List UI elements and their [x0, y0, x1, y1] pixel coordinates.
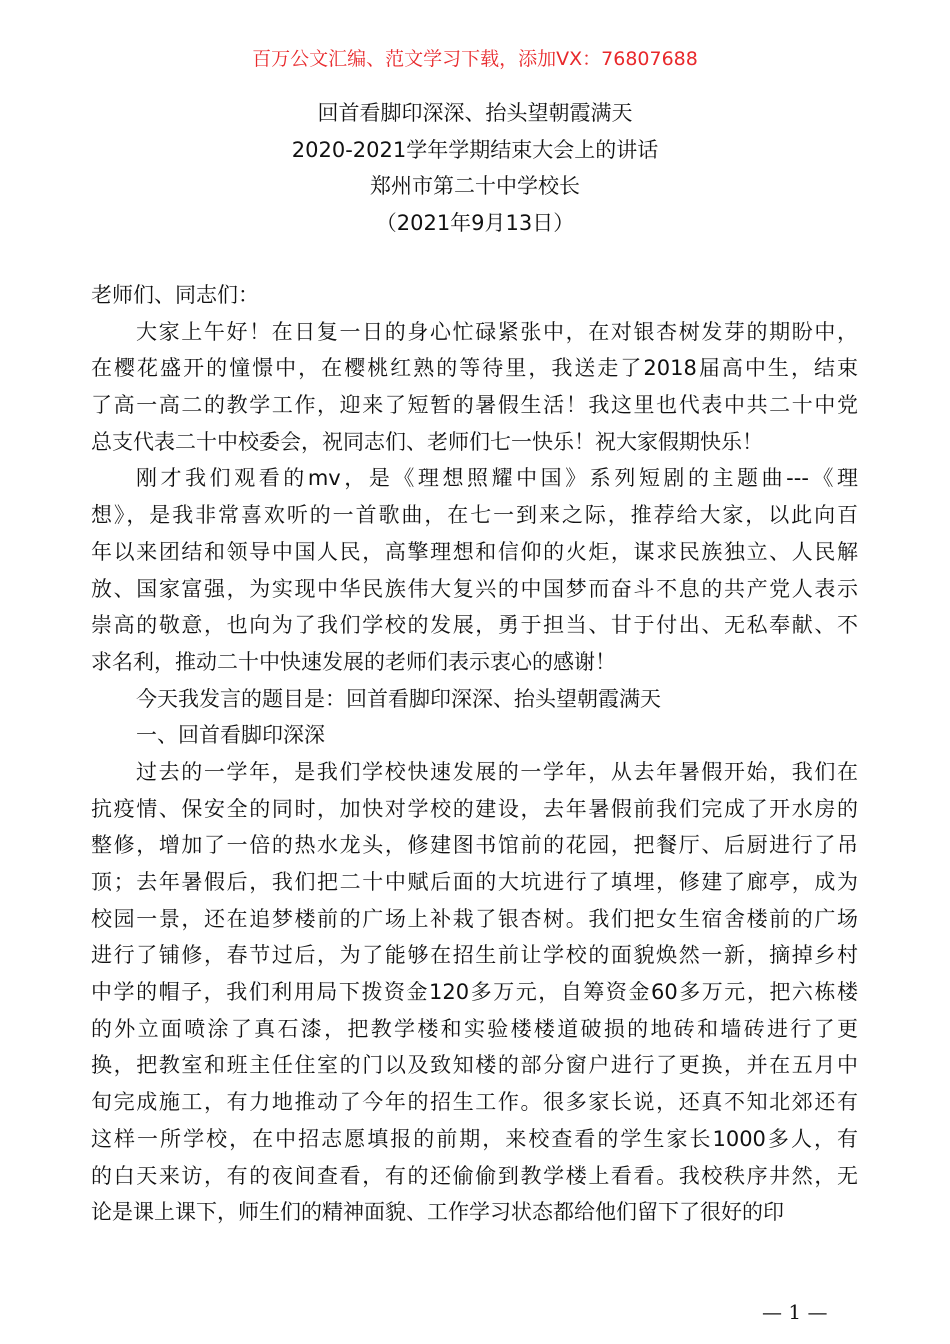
paragraph-line: 过去的一学年，是我们学校快速发展的一学年，从去年暑假开始，我们在 [136, 759, 858, 784]
paragraph-line: 的外立面喷涂了真石漆，把教学楼和实验楼楼道破损的地砖和墙砖进行了更 [91, 1016, 858, 1041]
paragraph-line: 论是课上课下，师生们的精神面貌、工作学习状态都给他们留下了很好的印 [91, 1200, 784, 1225]
greeting: 老师们、同志们： [91, 283, 259, 307]
paragraph-line: 总支代表二十中校委会，祝同志们、老师们七一快乐！祝大家假期快乐！ [91, 429, 763, 454]
paragraph-line: 换，把教室和班主任住室的门以及致知楼的部分窗户进行了更换，并在五月中 [91, 1053, 858, 1078]
paragraph-line: 抗疫情、保安全的同时，加快对学校的建设，去年暑假前我们完成了开水房的 [91, 796, 858, 821]
paragraph-line: 崇高的敬意，也向为了我们学校的发展，勇于担当、甘于付出、无私奉献、不 [91, 613, 858, 638]
paragraph-line: 刚才我们观看的mv，是《理想照耀中国》系列短剧的主题曲---《理 [136, 466, 858, 491]
paragraph-line: 中学的帽子，我们利用局下拨资金120多万元，自筹资金60多万元，把六栋楼 [91, 980, 858, 1005]
paragraph-line: 今天我发言的题目是：回首看脚印深深、抬头望朝霞满天 [136, 686, 661, 711]
paragraph-line: 的白天来访，有的夜间查看，有的还偷偷到教学楼上看看。我校秩序井然，无 [91, 1163, 858, 1188]
speech-date: （2021年9月13日） [375, 210, 575, 235]
speaker: 郑州市第二十中学校长 [370, 174, 580, 198]
paragraph-line: 了高一高二的教学工作，迎来了短暂的暑假生活！我这里也代表中共二十中党 [91, 393, 858, 418]
paragraph-line: 在樱花盛开的憧憬中，在樱桃红熟的等待里，我送走了2018届高中生，结束 [91, 356, 858, 381]
paragraph-line: 旬完成施工，有力地推动了今年的招生工作。很多家长说，还真不知北郊还有 [91, 1090, 858, 1115]
paragraph-line: 想》，是我非常喜欢听的一首歌曲，在七一到来之际，推荐给大家，以此向百 [91, 503, 858, 528]
paragraph-line: 这样一所学校，在中招志愿填报的前期，来校查看的学生家长1000多人，有 [91, 1126, 858, 1151]
paragraph-line: 年以来团结和领导中国人民，高擎理想和信仰的火炬，谋求民族独立、人民解 [91, 539, 858, 564]
speech-title: 回首看脚印深深、抬头望朝霞满天 [317, 101, 633, 125]
speech-occasion: 2020-2021学年学期结束大会上的讲话 [291, 137, 659, 162]
paragraph-line: 进行了铺修，春节过后，为了能够在招生前让学校的面貌焕然一新，摘掉乡村 [91, 943, 858, 968]
document-title-block [0, 95, 950, 241]
paragraph-line: 顶；去年暑假后，我们把二十中赋后面的大坑进行了填埋，修建了廊亭，成为 [91, 870, 858, 894]
document-body [91, 277, 858, 1231]
watermark-header: 百万公文汇编、范文学习下载，添加VX：76807688 [252, 48, 698, 70]
paragraph-line: 校园一景，还在追梦楼前的广场上补栽了银杏树。我们把女生宿舍楼前的广场 [91, 906, 858, 931]
paragraph-line: 求名利，推动二十中快速发展的老师们表示衷心的感谢！ [91, 649, 616, 674]
paragraph-line: 放、国家富强，为实现中华民族伟大复兴的中国梦而奋斗不息的共产党人表示 [91, 576, 858, 601]
paragraph-line: 一、回首看脚印深深 [136, 723, 325, 748]
page-number: — 1 — [762, 1300, 828, 1324]
paragraph-line: 大家上午好！在日复一日的身心忙碌紧张中，在对银杏树发芽的期盼中， [136, 319, 858, 344]
paragraph-line: 整修，增加了一倍的热水龙头，修建图书馆前的花园，把餐厅、后厨进行了吊 [91, 833, 858, 858]
